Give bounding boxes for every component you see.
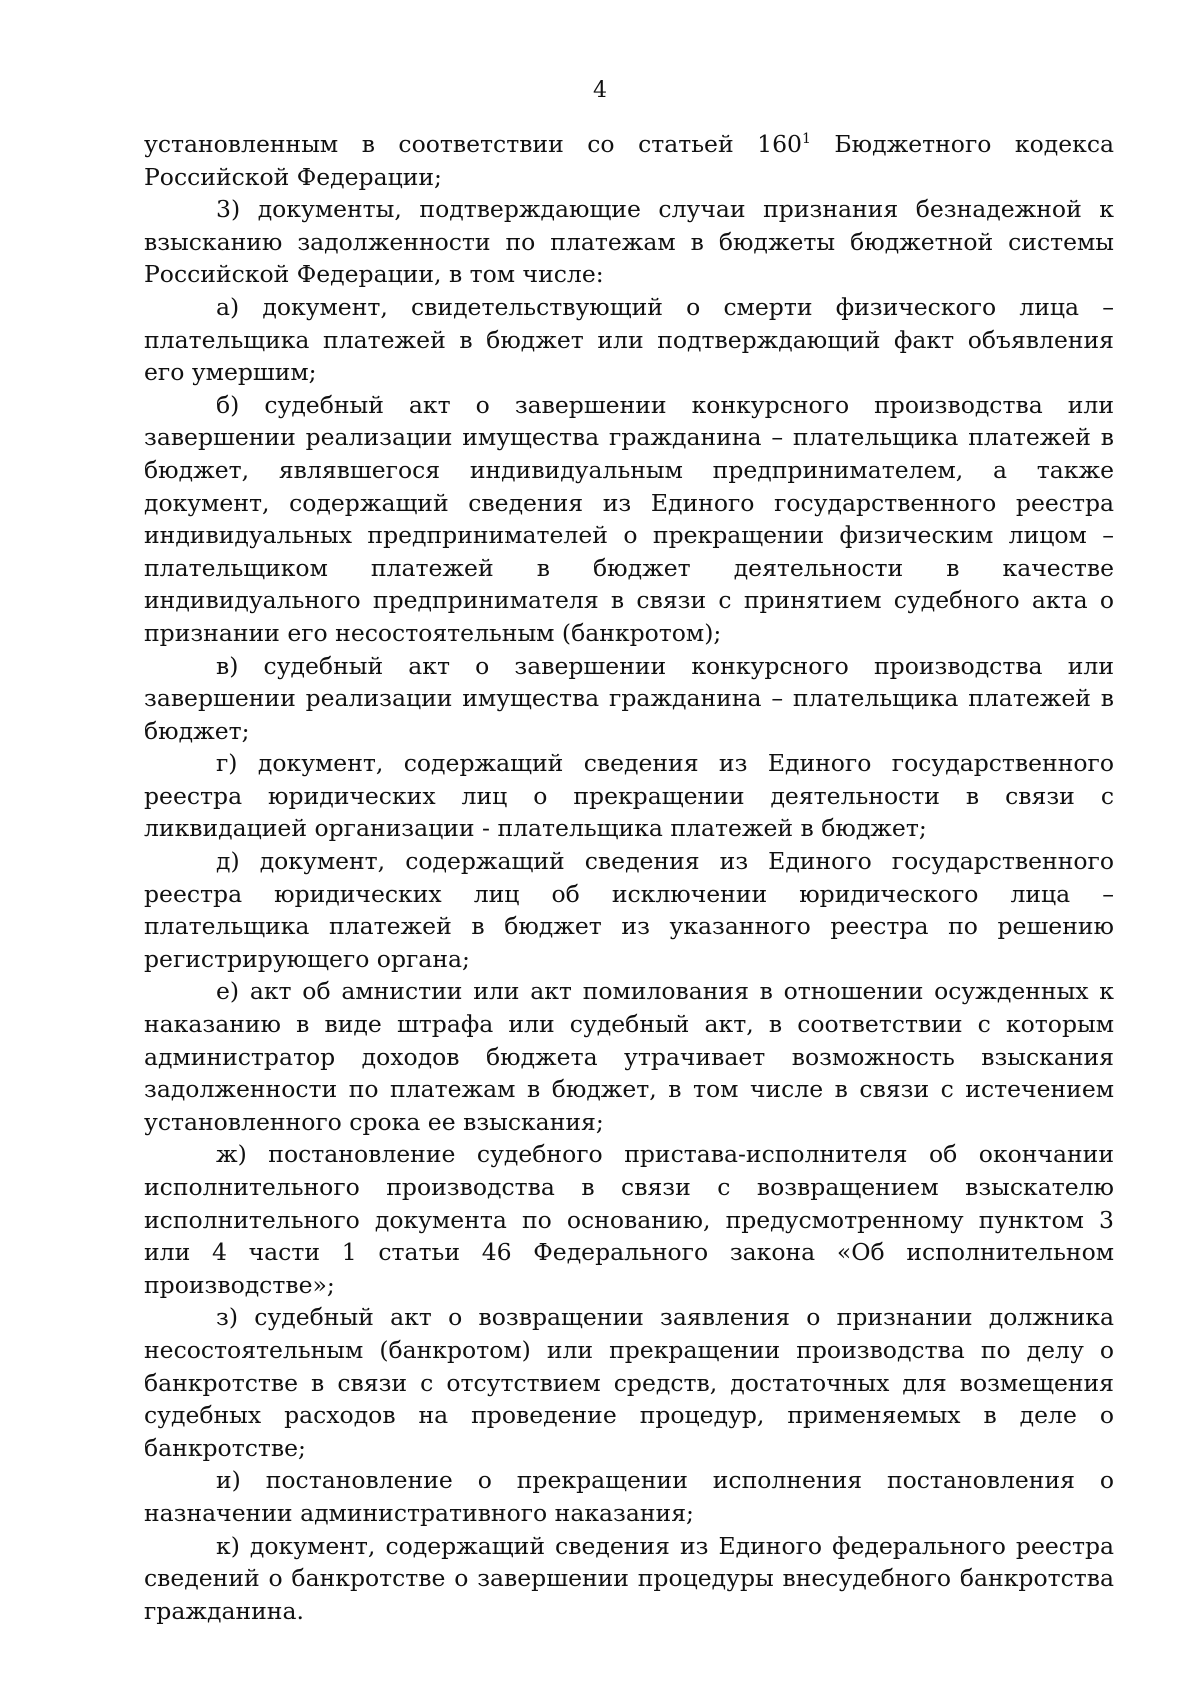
paragraph-text-end: Бюджетного кодекса Российской Федерации;	[144, 130, 1114, 191]
paragraph-item-v: в) судебный акт о завершении конкурсного производства или завершении реализации имущества гражданина – плательщика платежей в бюджет;	[144, 651, 1114, 745]
paragraph-item-k: к) документ, содержащий сведения из Единого федерального реестра сведений о банкротстве о завершении процедуры внесудебного банкротства гражданина.	[144, 1531, 1114, 1625]
paragraph-item-3: 3) документы, подтверждающие случаи признания безнадежной к взысканию задолженности по платежам в бюджеты бюджетной системы Российской Федерации, в том числе:	[144, 195, 1114, 289]
paragraph-item-b: б) судебный акт о завершении конкурсного производства или завершении реализации имущества гражданина – плательщика платежей в бюджет, являвшегося индивидуальным предпринимателем, а также документ, содержащий сведения из Единого государственного реестра индивидуальных предпринимателей о прекращении физическим лицом – плательщиком платежей в бюджет деятельности в качестве индивидуального предпринимателя в связи с принятием судебного акта о признании его несостоятельным (банкротом);	[144, 390, 1114, 647]
page-number: 4	[593, 78, 607, 103]
article-superscript: 1	[801, 131, 811, 148]
paragraph-item-d: д) документ, содержащий сведения из Единого государственного реестра юридических лиц об исключении юридического лица – плательщика платежей в бюджет из указанного реестра по решению регистрирующего органа;	[144, 847, 1114, 973]
paragraph-item-zh: ж) постановление судебного пристава-исполнителя об окончании исполнительного производства в связи с возвращением взыскателю исполнительного документа по основанию, предусмотренному пунктом 3 или 4 части 1 статьи 46 Федерального закона «Об исполнительном производстве»;	[144, 1140, 1114, 1299]
paragraph-item-e: е) акт об амнистии или акт помилования в отношении осужденных к наказанию в виде штрафа или судебный акт, в соответствии с которым администратор доходов бюджета утрачивает возможность взыскания задолженности по платежам в бюджет, в том числе в связи с истечением установленного срока ее взыскания;	[144, 977, 1114, 1136]
paragraph-text-start: установленным в соответствии со статьей 160	[144, 130, 802, 158]
document-body	[144, 128, 1114, 1627]
paragraph-item-g: г) документ, содержащий сведения из Единого государственного реестра юридических лиц о прекращении деятельности в связи с ликвидацией организации - плательщика платежей в бюджет;	[144, 749, 1114, 843]
paragraph-item-a: а) документ, свидетельствующий о смерти физического лица – плательщика платежей в бюджет или подтверждающий факт объявления его умершим;	[144, 292, 1114, 387]
paragraph-item-i: и) постановление о прекращении исполнения постановления о назначении административного наказания;	[144, 1466, 1114, 1527]
paragraph-item-z: з) судебный акт о возвращении заявления о признании должника несостоятельным (банкротом) или прекращении производства по делу о банкротстве в связи с отсутствием средств, достаточных для возмещения судебных расходов на проведение процедур, применяемых в деле о банкротстве;	[144, 1303, 1114, 1462]
paragraph-continuation	[144, 128, 1114, 193]
